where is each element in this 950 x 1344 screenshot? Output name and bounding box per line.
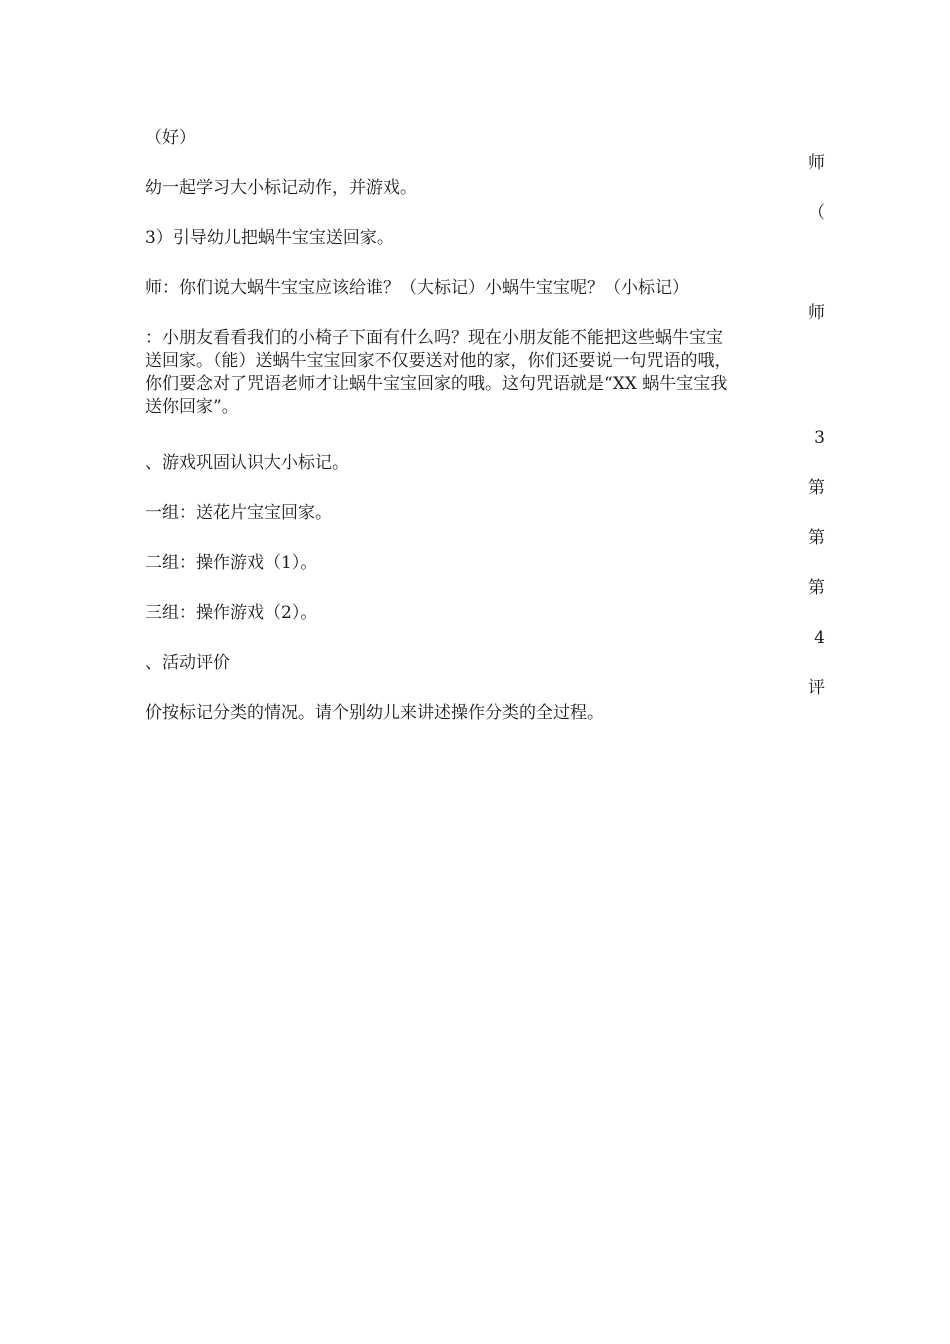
text-line: 三组：操作游戏（2）。 <box>145 603 318 623</box>
paragraph-row: 你们要念对了咒语老师才让蜗牛宝宝回家的哦。这句咒语就是“XX 蜗牛宝宝我 <box>145 374 728 394</box>
text-line: 幼一起学习大小标记动作，并游戏。 <box>145 178 417 198</box>
text-line: （好） <box>145 128 196 148</box>
text-line: 、活动评价 <box>145 653 230 673</box>
margin-char: 师 <box>808 303 825 323</box>
margin-char: 4 <box>814 628 825 648</box>
paragraph-row: ：小朋友看看我们的小椅子下面有什么吗？现在小朋友能不能把这些蜗牛宝宝 <box>145 328 723 348</box>
text-line: 师：你们说大蜗牛宝宝应该给谁？（大标记）小蜗牛宝宝呢？（小标记） <box>145 278 689 298</box>
margin-char: 3 <box>814 428 825 448</box>
margin-char: 第 <box>808 528 825 548</box>
paragraph-row: 送回家。（能）送蜗牛宝宝回家不仅要送对他的家，你们还要说一句咒语的哦， <box>145 351 732 371</box>
text-line: 价按标记分类的情况。请个别幼儿来讲述操作分类的全过程。 <box>145 703 604 723</box>
text-line: 3）引导幼儿把蜗牛宝宝送回家。 <box>145 228 394 248</box>
text-line: 、游戏巩固认识大小标记。 <box>145 453 349 473</box>
margin-char: 评 <box>808 678 825 698</box>
text-line: 一组：送花片宝宝回家。 <box>145 503 332 523</box>
text-line: 二组：操作游戏（1）。 <box>145 553 318 573</box>
margin-char: 第 <box>808 478 825 498</box>
text-paragraph <box>145 327 815 419</box>
paragraph-row: 送你回家”。 <box>145 397 239 417</box>
margin-char: 第 <box>808 578 825 598</box>
margin-char: 师 <box>808 153 825 173</box>
margin-char: （ <box>808 203 825 223</box>
